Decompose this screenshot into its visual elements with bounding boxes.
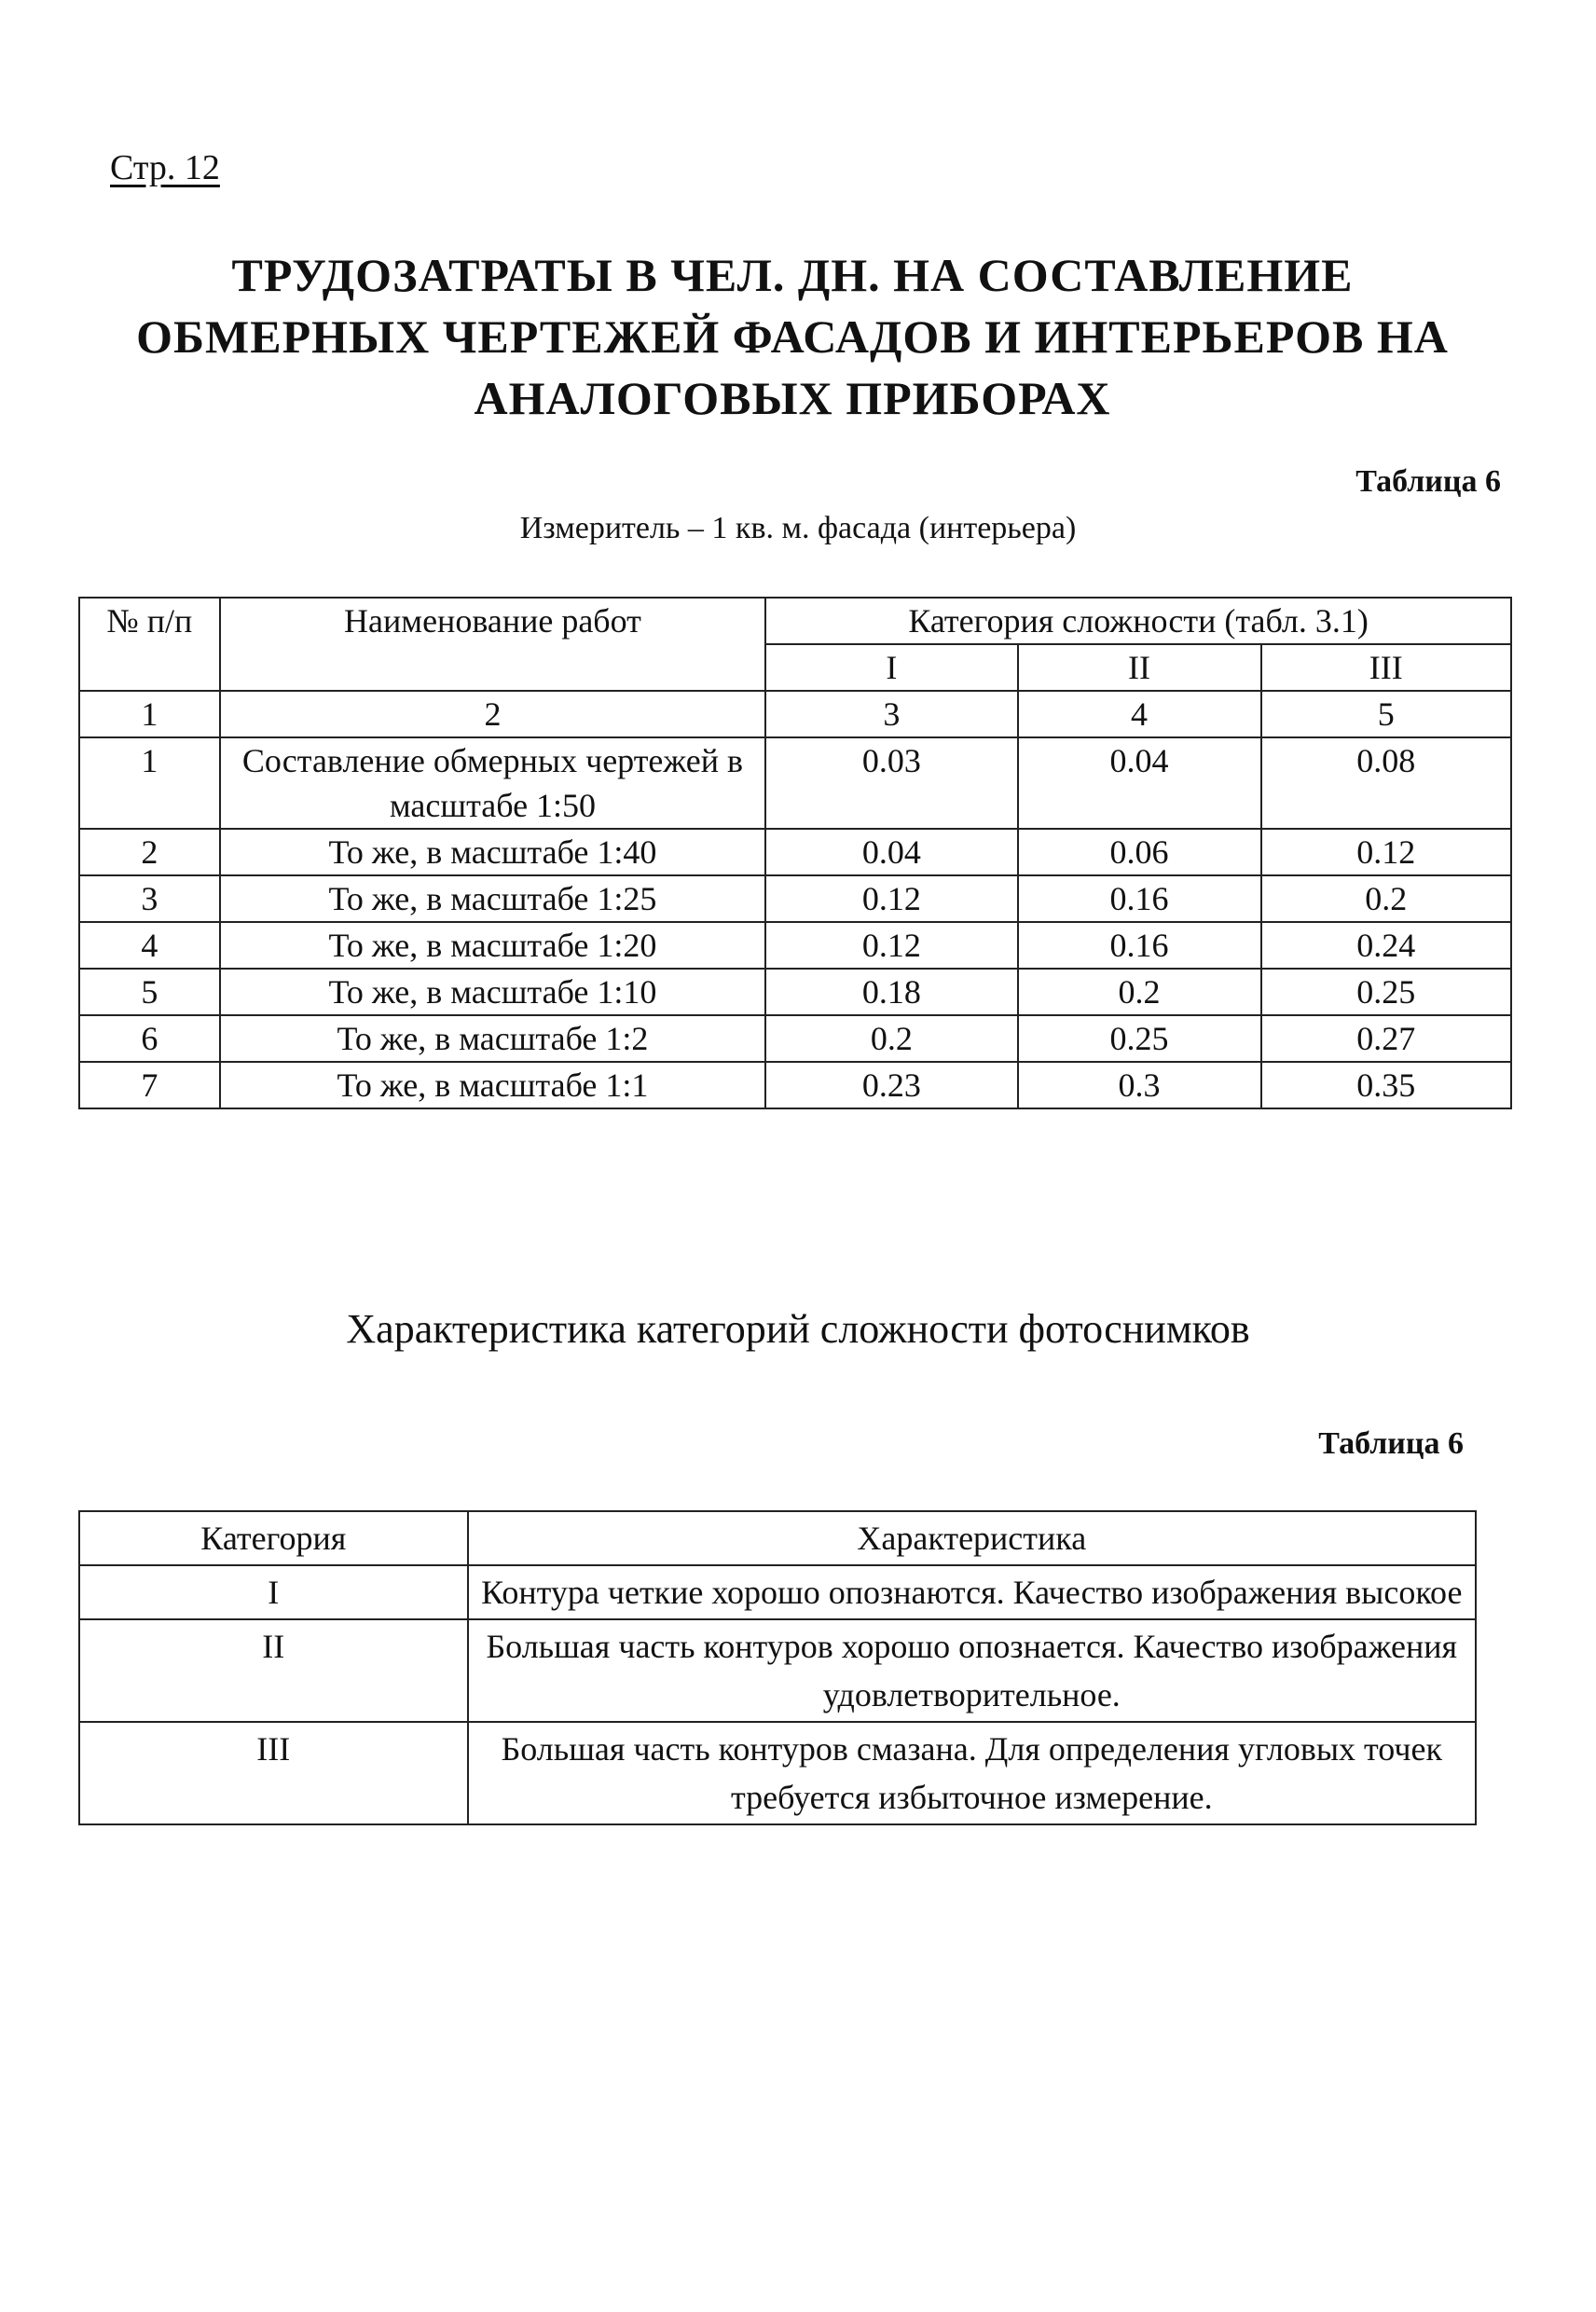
- row-value-cat1: 0.2: [765, 1015, 1017, 1062]
- row-num: 3: [79, 875, 220, 922]
- complexity-category-table: [78, 1510, 1477, 1825]
- table-row: [79, 1619, 1476, 1722]
- header-name: Наименование работ: [220, 598, 765, 691]
- row-name: То же, в масштабе 1:10: [220, 969, 765, 1015]
- row-name: То же, в масштабе 1:40: [220, 829, 765, 875]
- row-value-cat3: 0.27: [1261, 1015, 1511, 1062]
- row-num: 2: [79, 829, 220, 875]
- header-num: № п/п: [79, 598, 220, 691]
- table-row: [79, 1062, 1511, 1108]
- table-row: [79, 737, 1511, 829]
- row-characteristic: Большая часть контуров хорошо опознается. Качество изображения удовлетворительное.: [468, 1619, 1476, 1722]
- column-number: 4: [1018, 691, 1261, 737]
- row-value-cat3: 0.08: [1261, 737, 1511, 829]
- row-value-cat1: 0.12: [765, 922, 1017, 969]
- row-value-cat3: 0.35: [1261, 1062, 1511, 1108]
- column-number: 5: [1261, 691, 1511, 737]
- column-number: 3: [765, 691, 1017, 737]
- row-value-cat2: 0.16: [1018, 875, 1261, 922]
- row-value-cat3: 0.2: [1261, 875, 1511, 922]
- row-value-cat2: 0.06: [1018, 829, 1261, 875]
- page-number: Стр. 12: [110, 148, 220, 187]
- column-number: 2: [220, 691, 765, 737]
- document-title: [93, 244, 1492, 429]
- row-name: То же, в масштабе 1:2: [220, 1015, 765, 1062]
- row-characteristic: Большая часть контуров смазана. Для определения угловых точек требуется избыточное измерение.: [468, 1722, 1476, 1824]
- table1-unit: Измеритель – 1 кв. м. фасада (интерьера): [519, 511, 1077, 545]
- header-category-group: Категория сложности (табл. 3.1): [765, 598, 1511, 644]
- row-name: Составление обмерных чертежей в масштабе 1:50: [220, 737, 765, 829]
- row-value-cat1: 0.12: [765, 875, 1017, 922]
- row-category: III: [79, 1722, 468, 1824]
- column-number-row: [79, 691, 1511, 737]
- row-value-cat3: 0.24: [1261, 922, 1511, 969]
- row-value-cat2: 0.3: [1018, 1062, 1261, 1108]
- header-characteristic: Характеристика: [468, 1511, 1476, 1565]
- title-line: ОБМЕРНЫХ ЧЕРТЕЖЕЙ ФАСАДОВ И ИНТЕРЬЕРОВ НА: [136, 310, 1449, 363]
- table-row: [79, 875, 1511, 922]
- row-name: То же, в масштабе 1:25: [220, 875, 765, 922]
- table-row: [79, 1565, 1476, 1619]
- row-num: 5: [79, 969, 220, 1015]
- table-row: [79, 1722, 1476, 1824]
- table-row: [79, 969, 1511, 1015]
- title-line: ТРУДОЗАТРАТЫ В ЧЕЛ. ДН. НА СОСТАВЛЕНИЕ: [231, 249, 1354, 301]
- row-num: 4: [79, 922, 220, 969]
- row-value-cat1: 0.23: [765, 1062, 1017, 1108]
- header-category: Категория: [79, 1511, 468, 1565]
- row-characteristic: Контура четкие хорошо опознаются. Качество изображения высокое: [468, 1565, 1476, 1619]
- row-value-cat1: 0.04: [765, 829, 1017, 875]
- row-value-cat3: 0.12: [1261, 829, 1511, 875]
- row-name: То же, в масштабе 1:20: [220, 922, 765, 969]
- row-num: 7: [79, 1062, 220, 1108]
- row-value-cat2: 0.25: [1018, 1015, 1261, 1062]
- table2-label: Таблица 6: [1318, 1426, 1464, 1461]
- row-num: 1: [79, 737, 220, 829]
- table-header-row: [79, 598, 1511, 644]
- row-value-cat2: 0.2: [1018, 969, 1261, 1015]
- column-number: 1: [79, 691, 220, 737]
- row-value-cat2: 0.04: [1018, 737, 1261, 829]
- row-name: То же, в масштабе 1:1: [220, 1062, 765, 1108]
- table1-label: Таблица 6: [1355, 464, 1501, 499]
- row-category: II: [79, 1619, 468, 1722]
- row-value-cat3: 0.25: [1261, 969, 1511, 1015]
- header-cat-1: I: [765, 644, 1017, 691]
- table-row: [79, 922, 1511, 969]
- row-num: 6: [79, 1015, 220, 1062]
- header-cat-2: II: [1018, 644, 1261, 691]
- labor-cost-table: [78, 597, 1512, 1109]
- section-title: Характеристика категорий сложности фотоснимков: [346, 1306, 1250, 1352]
- row-category: I: [79, 1565, 468, 1619]
- table-header-row: [79, 1511, 1476, 1565]
- row-value-cat1: 0.03: [765, 737, 1017, 829]
- row-value-cat1: 0.18: [765, 969, 1017, 1015]
- table-row: [79, 1015, 1511, 1062]
- title-line: АНАЛОГОВЫХ ПРИБОРАХ: [474, 372, 1111, 424]
- header-cat-3: III: [1261, 644, 1511, 691]
- table-row: [79, 829, 1511, 875]
- row-value-cat2: 0.16: [1018, 922, 1261, 969]
